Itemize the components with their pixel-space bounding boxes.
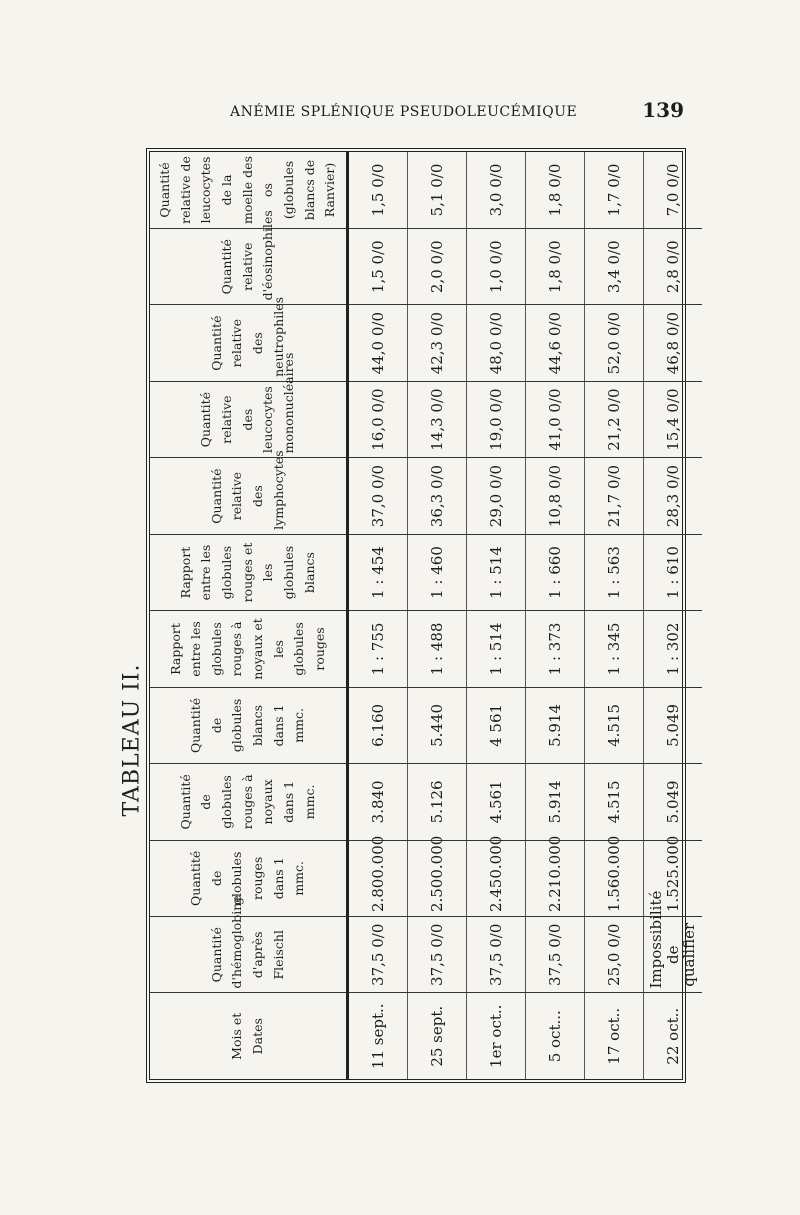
date-cell: 25 sept. bbox=[408, 993, 467, 1079]
col-header: Quantité de globules rouges dans 1 mmc. bbox=[150, 840, 348, 916]
table-cell: 1 : 454 bbox=[348, 534, 408, 610]
table-cell: 4.561 bbox=[467, 764, 526, 840]
table-cell: 1 : 345 bbox=[585, 611, 644, 687]
table-cell: 1,7 0/0 bbox=[605, 163, 623, 217]
table-cell: 4.515 bbox=[585, 764, 644, 840]
col-header: Rapport entre les globules rouges à noyaux et les globules rouges bbox=[150, 611, 348, 687]
col-header: Quantité de globules rouges à noyaux dans 1 mmc. bbox=[150, 764, 348, 840]
table-cell: 5.049 bbox=[644, 764, 703, 840]
table-cell: 1,8 0/0 bbox=[526, 228, 585, 304]
table-row bbox=[408, 152, 467, 1079]
table-cell: 44,6 0/0 bbox=[526, 305, 585, 381]
table-cell: 48,0 0/0 bbox=[467, 305, 526, 381]
date-cell: 22 oct.. bbox=[644, 993, 703, 1079]
table-row bbox=[585, 152, 644, 1079]
table-cell: 1 : 563 bbox=[585, 534, 644, 610]
table-cell: 1,8 0/0 bbox=[546, 163, 564, 217]
table-cell: 21,2 0/0 bbox=[585, 381, 644, 457]
rotated-table bbox=[146, 148, 699, 1083]
table-cell: 2.450.000 bbox=[467, 840, 526, 916]
table-cell: 3,4 0/0 bbox=[585, 228, 644, 304]
table-cell: 44,0 0/0 bbox=[348, 305, 408, 381]
col-header: Rapport entre les globules rouges et les globules blancs bbox=[150, 534, 348, 610]
date-cell: 11 sept.. bbox=[348, 993, 408, 1079]
table-cell: 6.160 bbox=[348, 687, 408, 763]
table-cell: 46,8 0/0 bbox=[644, 305, 703, 381]
data-table bbox=[150, 152, 702, 1079]
date-cell: 17 oct.. bbox=[585, 993, 644, 1079]
col-header: Quantité de globules blancs dans 1 mmc. bbox=[150, 687, 348, 763]
table-cell: 1 : 373 bbox=[526, 611, 585, 687]
table-cell: 5.440 bbox=[408, 687, 467, 763]
table-cell: 37,5 0/0 bbox=[408, 917, 467, 993]
table-cell: 2.210.000 bbox=[526, 840, 585, 916]
table-cell: 21,7 0/0 bbox=[585, 458, 644, 534]
table-cell: 37,5 0/0 bbox=[467, 917, 526, 993]
table-cell: 4.515 bbox=[585, 687, 644, 763]
table-cell: 37,5 0/0 bbox=[348, 917, 408, 993]
table-cell: 29,0 0/0 bbox=[467, 458, 526, 534]
table-cell: 19,0 0/0 bbox=[467, 381, 526, 457]
table-title: TABLEAU II. bbox=[119, 663, 145, 817]
table-cell: 2.800.000 bbox=[348, 840, 408, 916]
table-cell: 28,3 0/0 bbox=[644, 458, 703, 534]
col-header: Quantité relative d'éosinophiles bbox=[150, 228, 348, 304]
table-cell: 1.525.000 bbox=[644, 840, 703, 916]
table-cell: 15,4 0/0 bbox=[644, 381, 703, 457]
col-header: Quantité d'hémoglobine d'après Fleischl bbox=[150, 917, 348, 993]
table-row bbox=[644, 152, 703, 1079]
col-header: Mois et Dates bbox=[150, 993, 348, 1079]
table-cell: 37,0 0/0 bbox=[348, 458, 408, 534]
table-cell: 1 : 755 bbox=[348, 611, 408, 687]
table-cell: 5.914 bbox=[526, 764, 585, 840]
table-cell: Impossibilité de qualifier bbox=[644, 917, 703, 993]
table-cell: 1 : 488 bbox=[408, 611, 467, 687]
table-cell: 1 : 514 bbox=[467, 534, 526, 610]
table-cell: 16,0 0/0 bbox=[348, 381, 408, 457]
table-cell: 52,0 0/0 bbox=[585, 305, 644, 381]
table-cell: 10,8 0/0 bbox=[526, 458, 585, 534]
page-number: 139 bbox=[642, 98, 684, 122]
table-cell: 1,5 0/0 bbox=[348, 228, 408, 304]
date-cell: 5 oct... bbox=[526, 993, 585, 1079]
table-cell: 25,0 0/0 bbox=[585, 917, 644, 993]
table-cell: 1 : 660 bbox=[526, 534, 585, 610]
col-header: Quantité relative de leucocytes de la moelle des os (globules blancs de Ranvier) bbox=[150, 152, 348, 228]
table-row bbox=[348, 152, 408, 1079]
table-cell: 1 : 610 bbox=[644, 534, 703, 610]
table-cell: 1,0 0/0 bbox=[467, 228, 526, 304]
table-cell: 3,0 0/0 bbox=[487, 163, 505, 217]
table-cell: 2,0 0/0 bbox=[408, 228, 467, 304]
table-cell: 2,8 0/0 bbox=[644, 228, 703, 304]
date-cell: 1er oct.. bbox=[467, 993, 526, 1079]
table-cell: 7,0 0/0 bbox=[664, 163, 682, 217]
table-cell: 5.914 bbox=[526, 687, 585, 763]
table-cell: 1 : 460 bbox=[408, 534, 467, 610]
table-cell: 37,5 0/0 bbox=[526, 917, 585, 993]
col-header: Quantité relative des leucocytes mononucléaires bbox=[150, 381, 348, 457]
table-cell: 4 561 bbox=[467, 687, 526, 763]
table-cell: 1 : 514 bbox=[467, 611, 526, 687]
header-row bbox=[150, 152, 348, 1079]
table-row bbox=[467, 152, 526, 1079]
table-cell: 1.560.000 bbox=[585, 840, 644, 916]
col-header: Quantité relative des lymphocytes bbox=[150, 458, 348, 534]
table-cell: 3.840 bbox=[348, 764, 408, 840]
running-title: ANÉMIE SPLÉNIQUE PSEUDOLEUCÉMIQUE bbox=[230, 104, 578, 120]
table-cell: 2.500.000 bbox=[408, 840, 467, 916]
table-row bbox=[526, 152, 585, 1079]
table-frame bbox=[146, 148, 699, 1083]
table-cell: 14,3 0/0 bbox=[408, 381, 467, 457]
table-cell: 42,3 0/0 bbox=[408, 305, 467, 381]
table-cell: 5,1 0/0 bbox=[428, 163, 446, 217]
table-cell: 5.126 bbox=[408, 764, 467, 840]
table-cell: 41,0 0/0 bbox=[526, 381, 585, 457]
table-cell: 1,5 0/0 bbox=[369, 163, 387, 217]
table-cell: 5.049 bbox=[644, 687, 703, 763]
table-cell: 36,3 0/0 bbox=[408, 458, 467, 534]
page-header bbox=[150, 98, 690, 124]
table-cell: 1 : 302 bbox=[644, 611, 703, 687]
col-header: Quantité relative des neutrophiles bbox=[150, 305, 348, 381]
